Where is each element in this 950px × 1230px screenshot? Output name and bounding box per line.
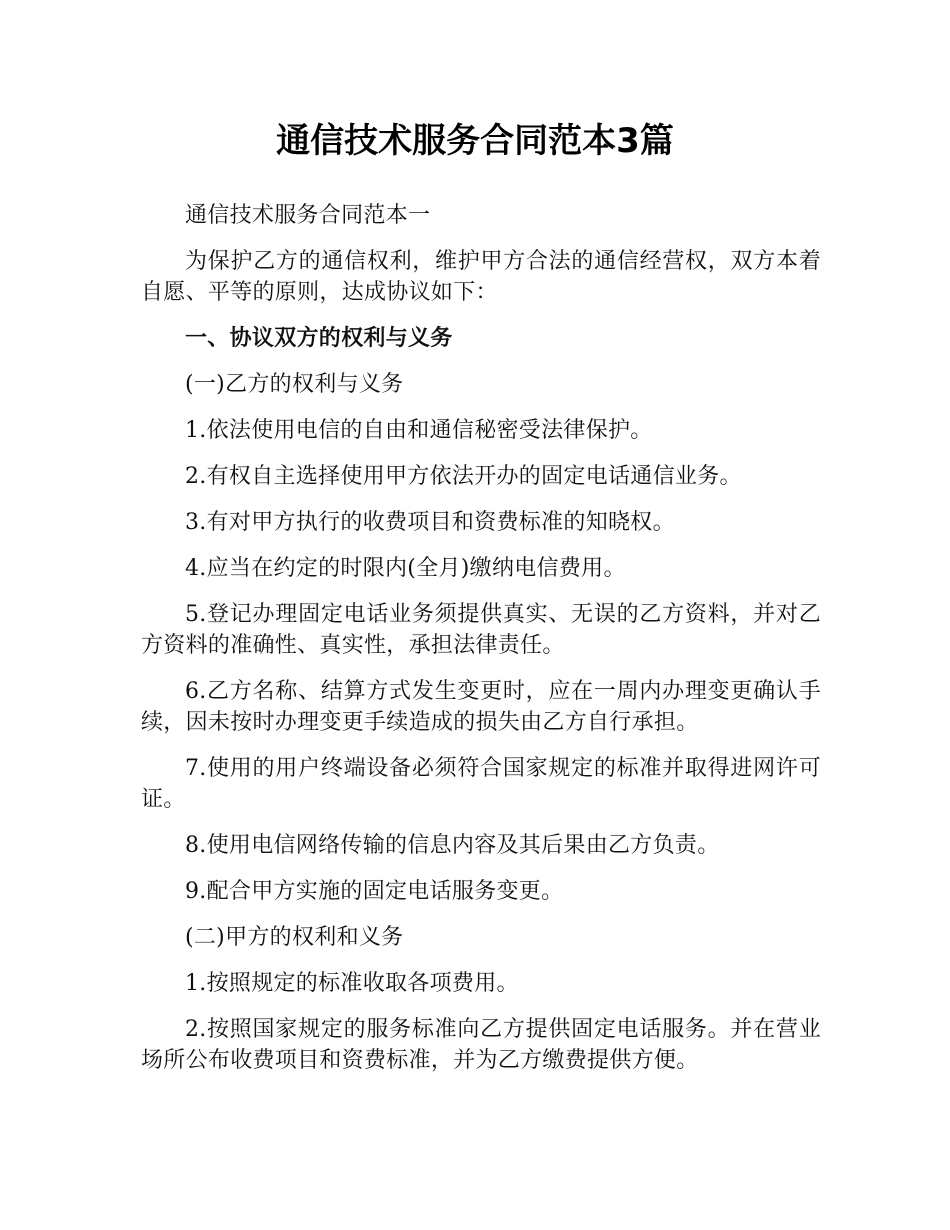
clause-item: 5.登记办理固定电话业务须提供真实、无误的乙方资料，并对乙方资料的准确性、真实性，承担法律责任。 [141, 602, 821, 658]
clause-item: 8.使用电信网络传输的信息内容及其后果由乙方负责。 [185, 833, 720, 858]
clause-item: 1.依法使用电信的自由和通信秘密受法律保护。 [185, 418, 653, 443]
preamble-paragraph: 为保护乙方的通信权利，维护甲方合法的通信经营权，双方本着自愿、平等的原则，达成协议如下： [141, 249, 821, 305]
subsection-heading-party-b: (一)乙方的权利与义务 [185, 372, 404, 397]
clause-item: 9.配合甲方实施的固定电话服务变更。 [185, 879, 564, 904]
document-title: 通信技术服务合同范本3篇 [276, 121, 674, 161]
subsection-heading-party-a: (二)甲方的权利和义务 [185, 925, 404, 950]
clause-item: 4.应当在约定的时限内(全月)缴纳电信费用。 [185, 556, 626, 581]
clause-item: 2.按照国家规定的服务标准向乙方提供固定电话服务。并在营业场所公布收费项目和资费标准，并为乙方缴费提供方便。 [141, 1017, 821, 1073]
clause-item: 2.有权自主选择使用甲方依法开办的固定电话通信业务。 [185, 464, 742, 489]
section-heading: 一、协议双方的权利与义务 [185, 326, 453, 351]
clause-item: 7.使用的用户终端设备必须符合国家规定的标准并取得进网许可证。 [141, 756, 821, 812]
document-body [141, 200, 821, 1091]
clause-item: 6.乙方名称、结算方式发生变更时，应在一周内办理变更确认手续，因未按时办理变更手续造成的损失由乙方自行承担。 [141, 679, 821, 735]
clause-item: 3.有对甲方执行的收费项目和资费标准的知晓权。 [185, 510, 675, 535]
section-subtitle: 通信技术服务合同范本一 [185, 203, 431, 228]
clause-item: 1.按照规定的标准收取各项费用。 [185, 971, 519, 996]
